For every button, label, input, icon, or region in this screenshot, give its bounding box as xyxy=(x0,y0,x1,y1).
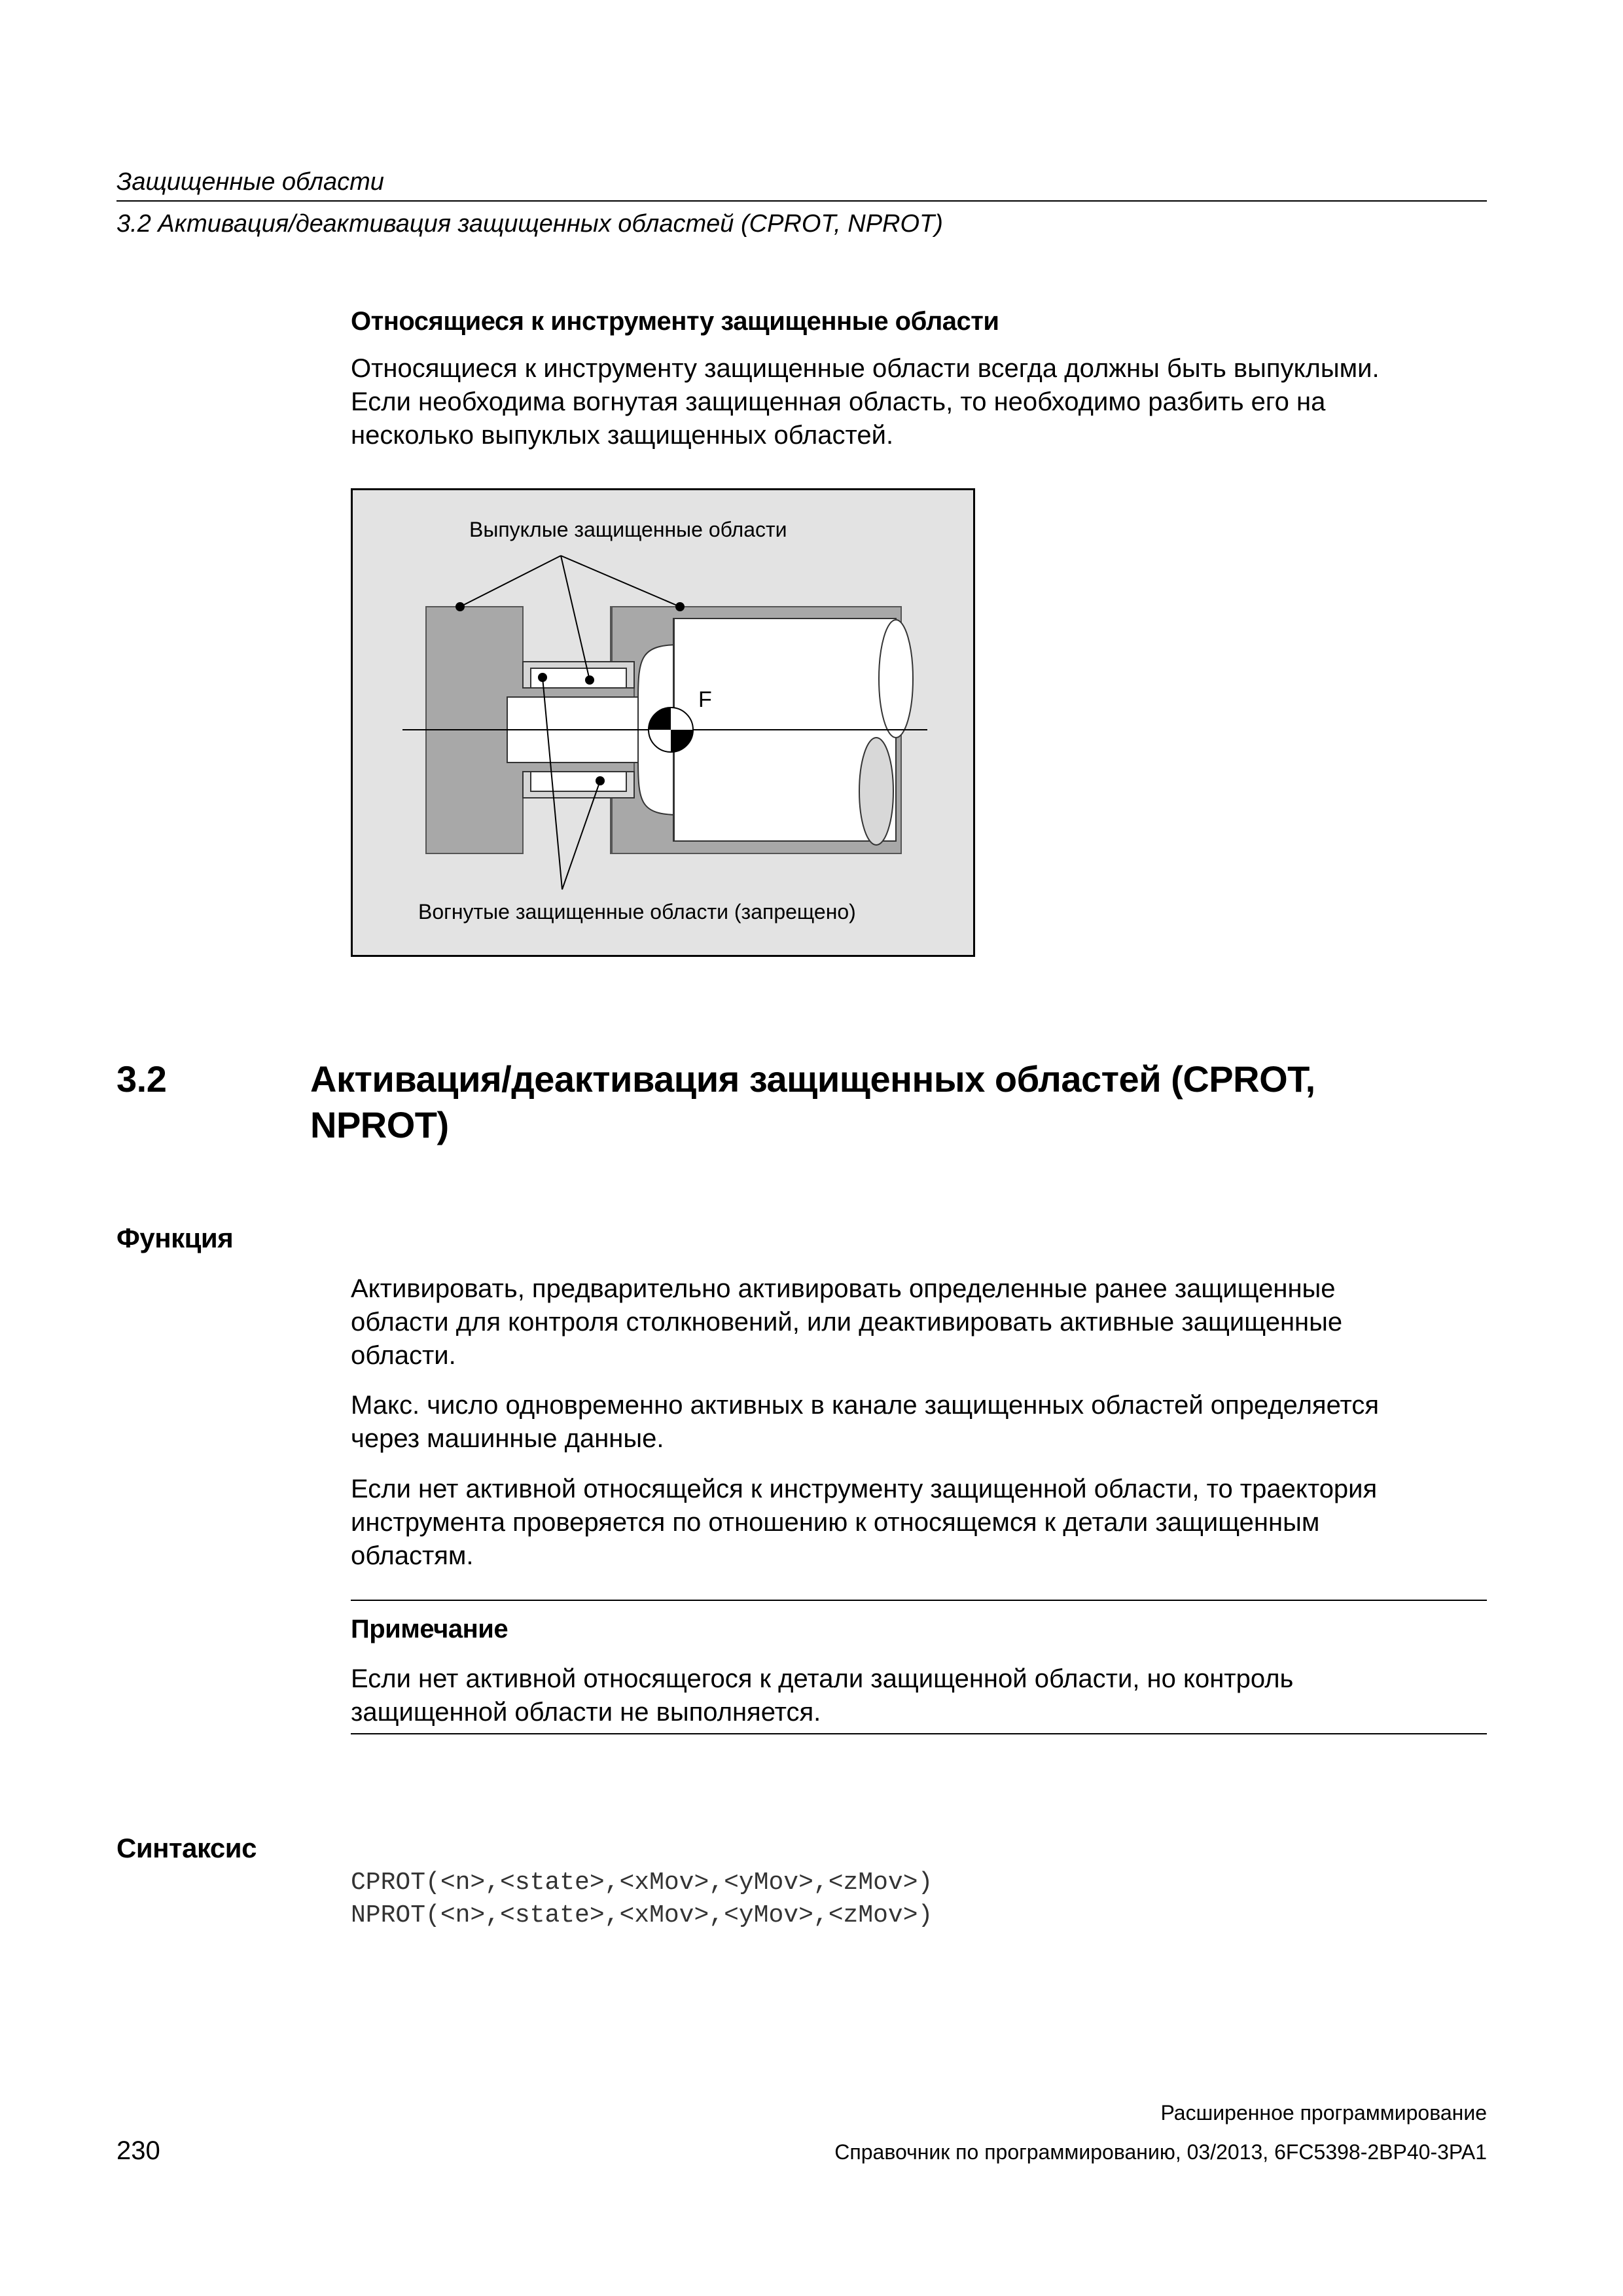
text-line: области. xyxy=(351,1341,456,1370)
concave-zones-label: Вогнутые защищенные области (запрещено) xyxy=(418,900,856,924)
cylinder-end-top xyxy=(879,620,913,738)
chapter-title xyxy=(310,1056,1488,1148)
note-top-rule xyxy=(351,1600,1487,1601)
chapter-title-line: NPROT) xyxy=(310,1104,449,1145)
tool-zones-paragraph xyxy=(351,352,1503,452)
text-line: области для контроля столкновений, или деактивировать активные защищенные xyxy=(351,1308,1343,1336)
page-number: 230 xyxy=(116,2136,160,2165)
note-bottom-rule xyxy=(351,1733,1487,1734)
text-line: Активировать, предварительно активировать определенные ранее защищенные xyxy=(351,1274,1336,1303)
text-line: через машинные данные. xyxy=(351,1424,664,1453)
code-line: CPROT(<n>,<state>,<xMov>,<yMov>,<zMov>) xyxy=(351,1869,933,1897)
header-rule xyxy=(116,200,1487,202)
figure-drawing xyxy=(353,490,975,957)
syntax-code xyxy=(351,1867,933,1932)
syntax-heading: Синтаксис xyxy=(116,1833,257,1863)
chapter-number: 3.2 xyxy=(116,1058,167,1100)
reference-point-label: F xyxy=(698,687,712,712)
text-line: Если нет активной относящегося к детали защищенной области, но контроль xyxy=(351,1664,1294,1693)
lower-gap xyxy=(531,772,626,791)
cylinder-end-bottom xyxy=(859,738,893,845)
text-line: несколько выпуклых защищенных областей. xyxy=(351,421,894,450)
function-paragraph-1 xyxy=(351,1272,1503,1372)
text-line: Макс. число одновременно активных в канале защищенных областей определяется xyxy=(351,1391,1380,1420)
tool-reference-point xyxy=(649,708,693,752)
footer-book-title: Расширенное программирование xyxy=(1160,2101,1487,2125)
text-line: Если необходима вогнутая защищенная область, то необходимо разбить его на xyxy=(351,387,1326,416)
footer-book-info: Справочник по программированию, 03/2013, 6FC5398-2BP40-3PA1 xyxy=(834,2140,1487,2164)
tool-zones-heading: Относящиеся к инструменту защищенные области xyxy=(351,307,999,336)
function-paragraph-2 xyxy=(351,1389,1503,1456)
running-header-section: Защищенные области xyxy=(116,168,384,196)
text-line: Относящиеся к инструменту защищенные области всегда должны быть выпуклыми. xyxy=(351,354,1380,383)
function-paragraph-3 xyxy=(351,1473,1503,1573)
function-heading: Функция xyxy=(116,1223,234,1253)
text-line: областям. xyxy=(351,1541,474,1570)
convex-zones-label: Выпуклые защищенные области xyxy=(469,518,787,541)
text-line: Если нет активной относящейся к инструменту защищенной области, то траектория xyxy=(351,1475,1378,1503)
running-header-subsection: 3.2 Активация/деактивация защищенных областей (CPROT, NPROT) xyxy=(116,210,943,238)
protection-zones-figure xyxy=(351,488,975,957)
note-paragraph xyxy=(351,1662,1487,1729)
text-line: защищенной области не выполняется. xyxy=(351,1698,821,1727)
code-line: NPROT(<n>,<state>,<xMov>,<yMov>,<zMov>) xyxy=(351,1901,933,1929)
note-heading: Примечание xyxy=(351,1615,508,1643)
chapter-title-line: Активация/деактивация защищенных областей (CPROT, xyxy=(310,1058,1315,1100)
text-line: инструмента проверяется по отношению к относящемся к детали защищенным xyxy=(351,1508,1320,1537)
